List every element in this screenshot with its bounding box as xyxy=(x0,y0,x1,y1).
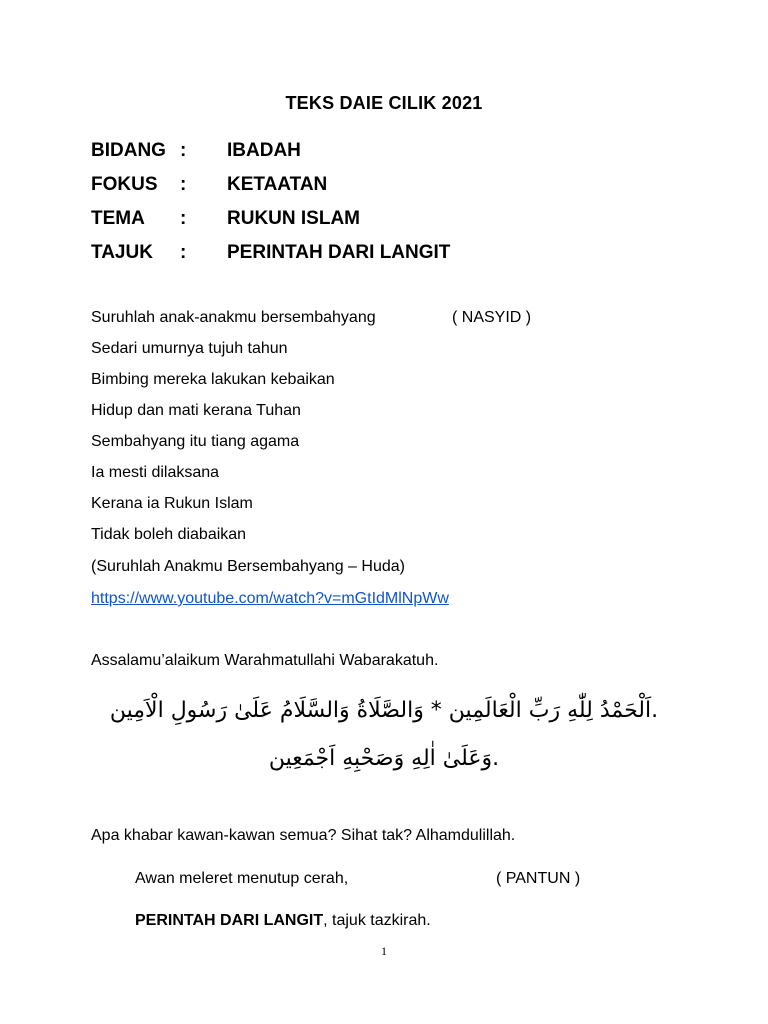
nasyid-line: Ia mesti dilaksana xyxy=(91,464,220,481)
meta-key: TAJUK xyxy=(91,242,153,263)
document-title: TEKS DAIE CILIK 2021 xyxy=(285,93,483,113)
meta-value: RUKUN ISLAM xyxy=(227,208,360,229)
pantun-line-rest: , tajuk tazkirah. xyxy=(323,912,431,929)
meta-key: TEMA xyxy=(91,208,145,229)
meta-value: KETAATAN xyxy=(227,174,328,195)
pantun-line: Awan meleret menutup cerah, xyxy=(135,870,349,887)
nasyid-line: Bimbing mereka lakukan kebaikan xyxy=(91,371,335,388)
pantun-line xyxy=(135,912,431,930)
youtube-link[interactable]: https://www.youtube.com/watch?v=mGtIdMlNpWw xyxy=(91,590,449,607)
nasyid-line: Sembahyang itu tiang agama xyxy=(91,433,300,450)
meta-key: FOKUS xyxy=(91,174,158,195)
page-number: 1 xyxy=(381,944,387,958)
arabic-line: .اَلْحَمْدُ لِلّٰهِ رَبِّ الْعَالَمِين * وَالصَّلَاةُ وَالسَّلَامُ عَلَىٰ رَسُولِ الْاَمِين xyxy=(109,698,659,723)
meta-key: BIDANG xyxy=(91,140,166,161)
meta-colon: : xyxy=(180,242,187,263)
arabic-line: .وَعَلَىٰ اٰلِهِ وَصَحْبِهِ اَجْمَعِين xyxy=(268,746,500,771)
nasyid-source: (Suruhlah Anakmu Bersembahyang – Huda) xyxy=(91,558,405,575)
nasyid-line: Kerana ia Rukun Islam xyxy=(91,495,253,512)
pantun-tag: ( PANTUN ) xyxy=(496,870,581,887)
meta-value: PERINTAH DARI LANGIT xyxy=(227,242,451,263)
meta-value: IBADAH xyxy=(227,140,301,161)
nasyid-line: Hidup dan mati kerana Tuhan xyxy=(91,402,301,419)
nasyid-tag: ( NASYID ) xyxy=(452,309,532,326)
meta-colon: : xyxy=(180,140,187,161)
meta-colon: : xyxy=(180,208,187,229)
nasyid-line: Suruhlah anak-anakmu bersembahyang xyxy=(91,309,376,326)
nasyid-line: Sedari umurnya tujuh tahun xyxy=(91,340,288,357)
nasyid-line: Tidak boleh diabaikan xyxy=(91,526,247,543)
pantun-title-bold: PERINTAH DARI LANGIT xyxy=(135,912,324,929)
greeting-text: Assalamu’alaikum Warahmatullahi Wabarakatuh. xyxy=(91,652,439,669)
meta-colon: : xyxy=(180,174,187,195)
question-text: Apa khabar kawan-kawan semua? Sihat tak? Alhamdulillah. xyxy=(91,827,516,844)
